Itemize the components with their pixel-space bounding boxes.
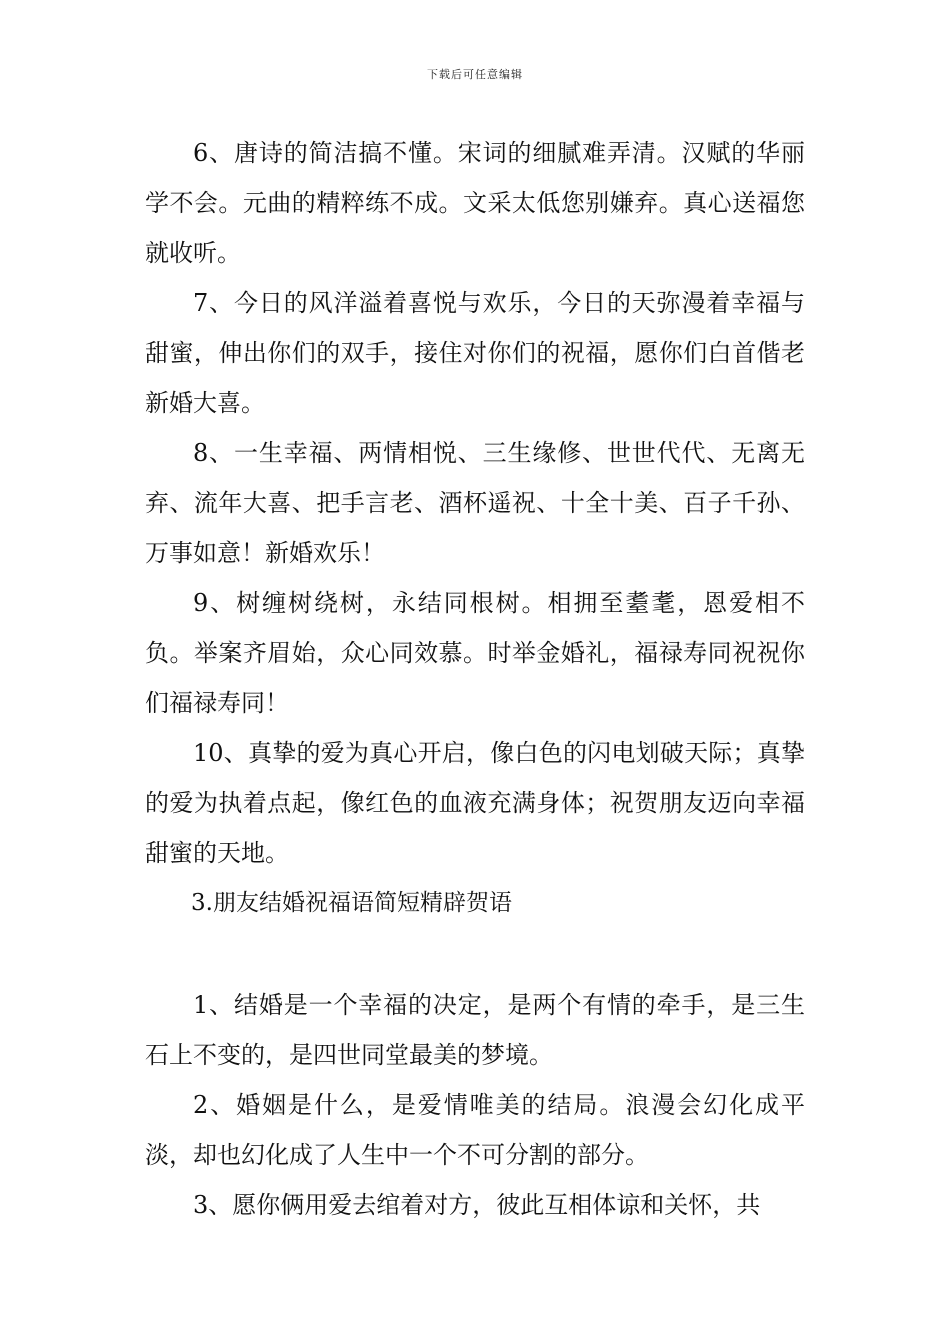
paragraph-6: 6、唐诗的简洁搞不懂。宋词的细腻难弄清。汉赋的华丽学不会。元曲的精粹练不成。文采太低您别嫌弃。真心送福您就收听。 [145, 139, 805, 267]
paragraph-b3: 3、愿你俩用爱去绾着对方，彼此互相体谅和关怀，共 [193, 1191, 761, 1219]
paragraph-10: 10、真挚的爱为真心开启，像白色的闪电划破天际；真挚的爱为执着点起，像红色的血液充满身体；祝贺朋友迈向幸福甜蜜的天地。 [145, 739, 805, 867]
paragraph-b1: 1、结婚是一个幸福的决定，是两个有情的牵手，是三生石上不变的，是四世同堂最美的梦境。 [145, 991, 805, 1069]
paragraph-b2: 2、婚姻是什么，是爱情唯美的结局。浪漫会幻化成平淡，却也幻化成了人生中一个不可分割的部分。 [145, 1091, 805, 1169]
header-note: 下载后可任意编辑 [427, 68, 523, 81]
section-spacer [145, 928, 805, 980]
document-body [145, 128, 805, 1230]
paragraph-9: 9、树缠树绕树，永结同根树。相拥至耋耄，恩爱相不负。举案齐眉始，众心同效慕。时举金婚礼，福禄寿同祝祝你们福禄寿同！ [145, 589, 805, 717]
paragraph-8: 8、一生幸福、两情相悦、三生缘修、世世代代、无离无弃、流年大喜、把手言老、酒杯遥祝、十全十美、百子千孙、万事如意！新婚欢乐！ [145, 439, 805, 567]
paragraph-7: 7、今日的风洋溢着喜悦与欢乐，今日的天弥漫着幸福与甜蜜，伸出你们的双手，接住对你们的祝福，愿你们白首偕老新婚大喜。 [145, 289, 805, 417]
section-heading: 3.朋友结婚祝福语简短精辟贺语 [191, 890, 512, 916]
